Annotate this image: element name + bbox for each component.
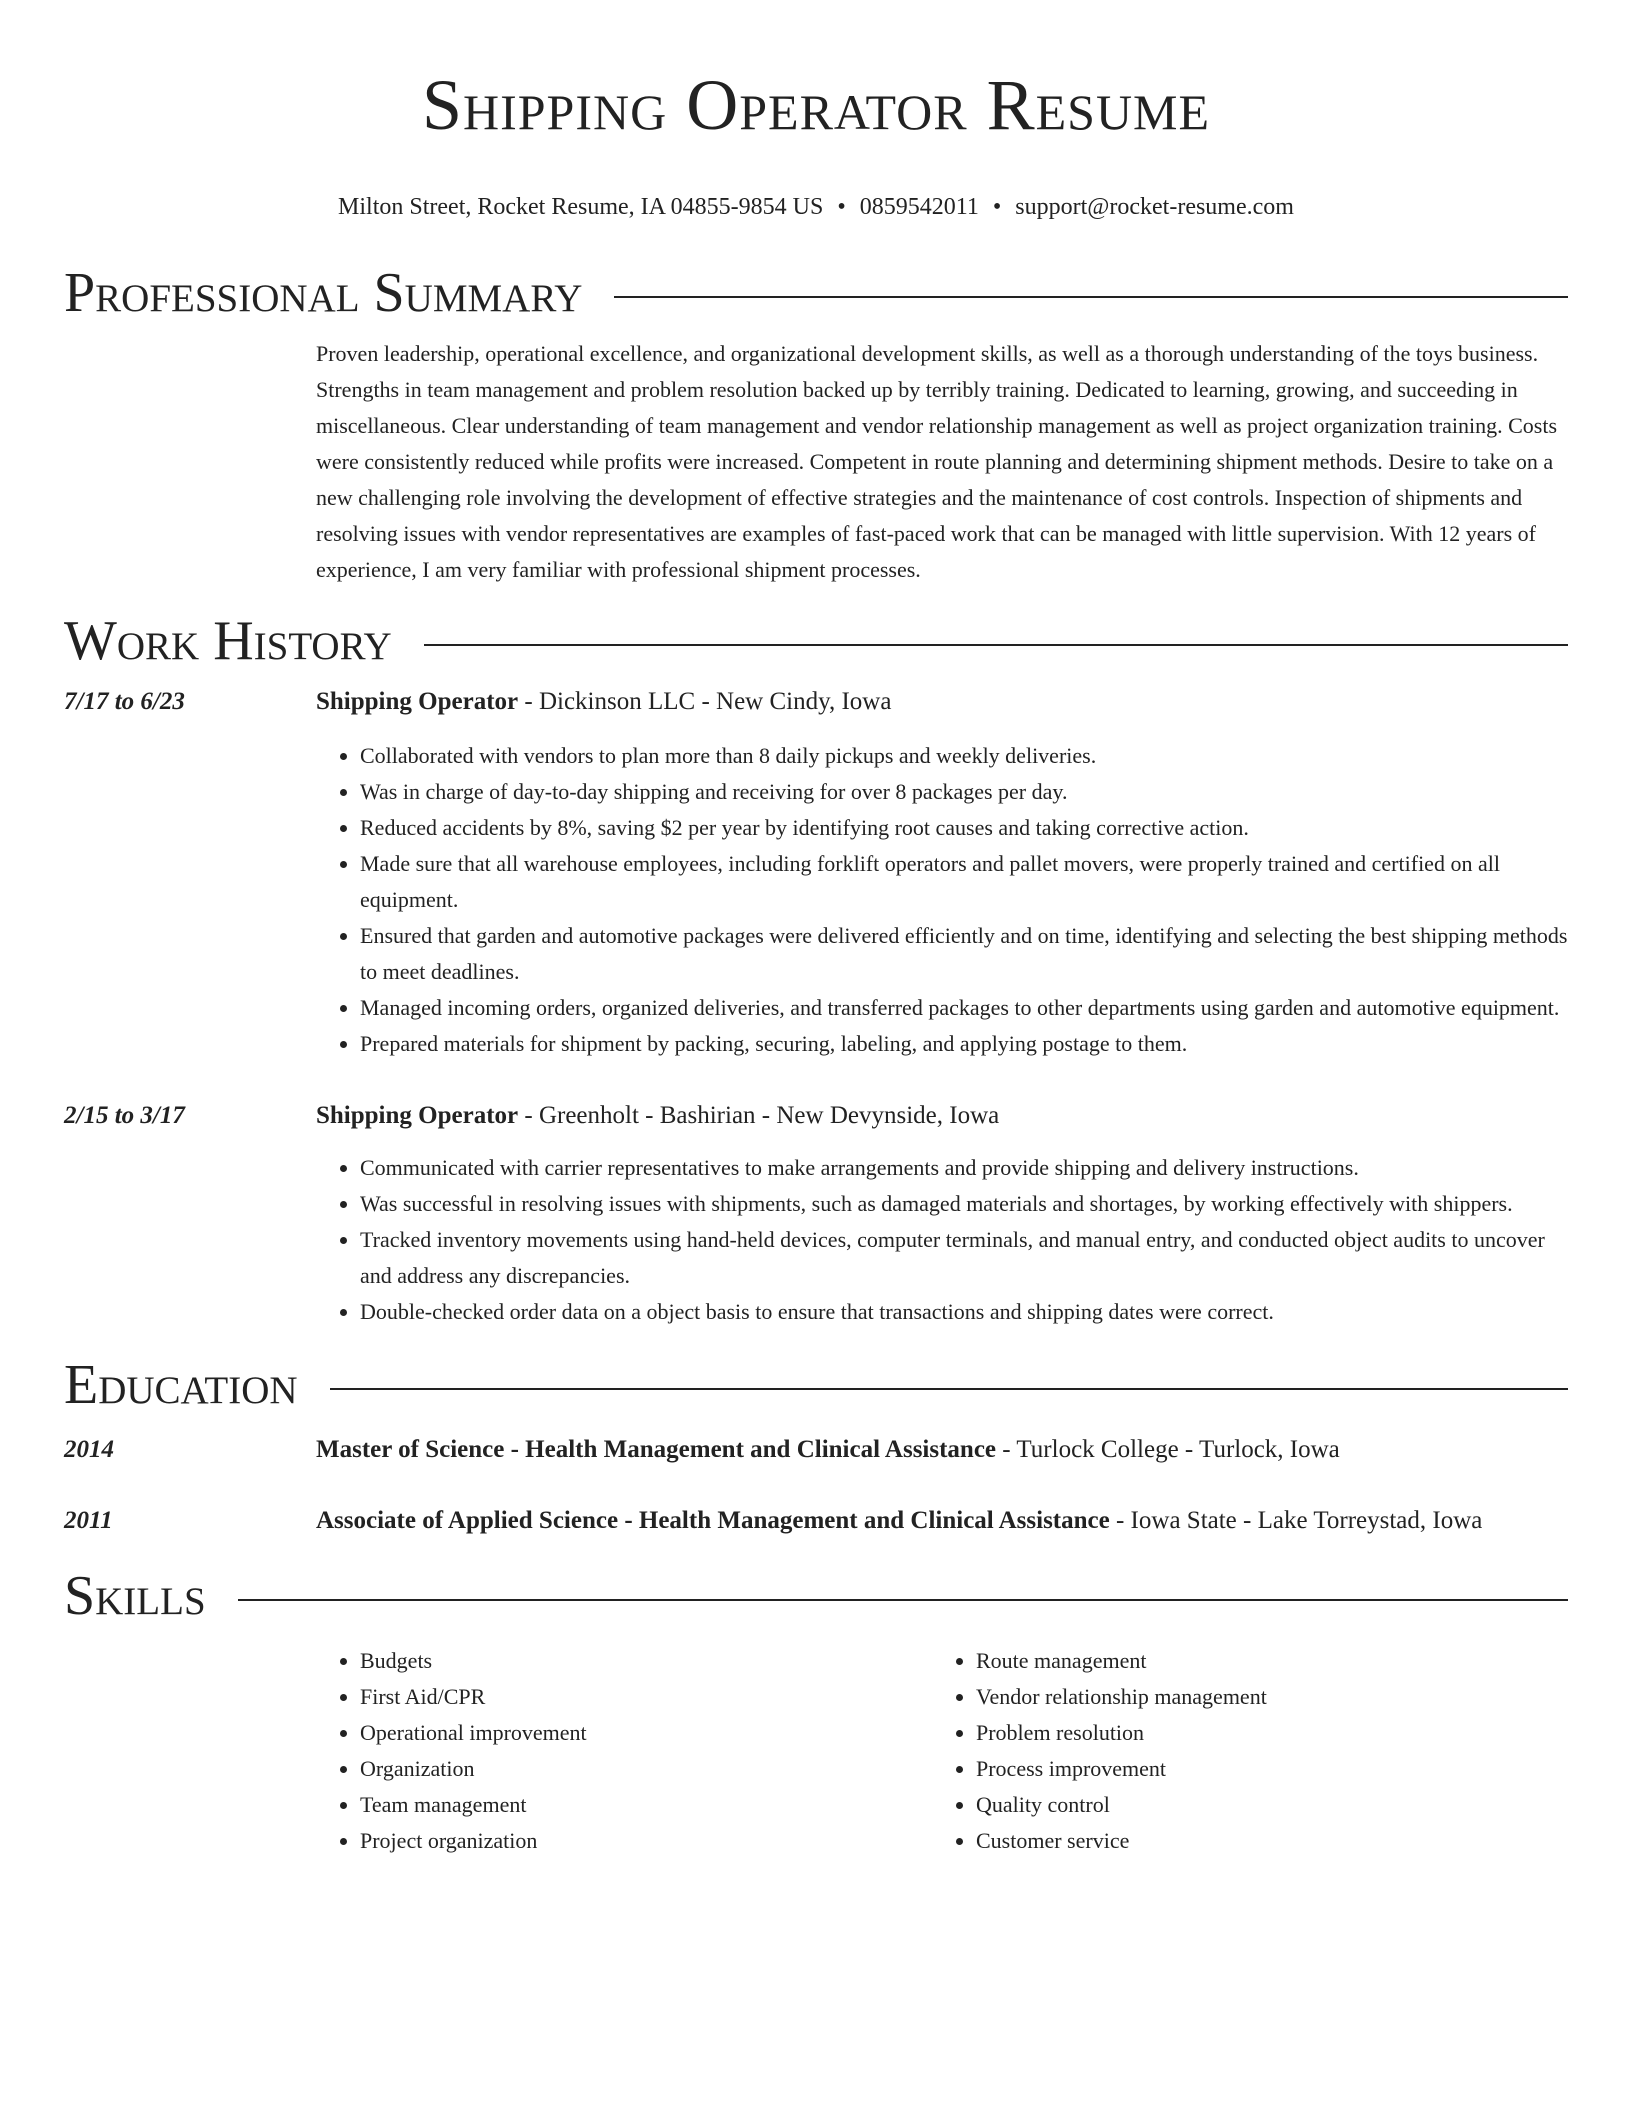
job-heading: [316, 1098, 1568, 1134]
skills-list: [316, 1643, 1568, 1859]
job-date: 2/15 to 3/17: [64, 1102, 185, 1129]
job-bullet: • Communicated with carrier representatives to make arrangements and provide shipping and delivery instructions.: [360, 1150, 1568, 1186]
job-date: 7/17 to 6/23: [64, 688, 185, 715]
section-title: Work History: [64, 610, 392, 672]
skill-item: • First Aid/CPR: [360, 1679, 932, 1715]
education-school-location: - Iowa State - Lake Torreystad, Iowa: [1109, 1507, 1483, 1534]
section-header-work-history: [64, 610, 1568, 672]
section-header-education: [64, 1354, 1568, 1416]
skill-item: • Process improvement: [976, 1751, 1548, 1787]
section-divider: [330, 1388, 1568, 1390]
job-bullet: • Prepared materials for shipment by packing, securing, labeling, and applying postage to them.: [360, 1026, 1568, 1062]
job-bullet: • Tracked inventory movements using hand-held devices, computer terminals, and manual entry, and conducted object audits to uncover and address any discrepancies.: [360, 1222, 1568, 1294]
education-heading: [316, 1503, 1568, 1539]
education-date: 2011: [64, 1507, 113, 1534]
skill-item: • Team management: [360, 1787, 932, 1823]
job-bullet: • Was in charge of day-to-day shipping and receiving for over 8 packages per day.: [360, 774, 1568, 810]
education-heading: [316, 1432, 1568, 1468]
contact-address: Milton Street, Rocket Resume, IA 04855-9854 US: [338, 194, 824, 220]
contact-email: support@rocket-resume.com: [1015, 194, 1294, 220]
skills-column-left: [316, 1643, 932, 1859]
section-header-summary: [64, 262, 1568, 324]
education-entry: [64, 1503, 1568, 1539]
job-company-location: - Greenholt - Bashirian - New Devynside, Iowa: [518, 1102, 1000, 1129]
section-title: Skills: [64, 1565, 206, 1627]
job-bullet: • Ensured that garden and automotive packages were delivered efficiently and on time, identifying and selecting the best shipping methods to meet deadlines.: [360, 918, 1568, 990]
job-bullets: [316, 738, 1568, 1062]
skill-item: • Route management: [976, 1643, 1548, 1679]
job-company-location: - Dickinson LLC - New Cindy, Iowa: [518, 688, 892, 715]
contact-separator: •: [837, 194, 846, 220]
skill-item: • Quality control: [976, 1787, 1548, 1823]
skill-item: • Problem resolution: [976, 1715, 1548, 1751]
education-degree: Associate of Applied Science - Health Management and Clinical Assistance: [316, 1507, 1110, 1534]
education-school-location: - Turlock College - Turlock, Iowa: [996, 1436, 1340, 1463]
skills-column-right: [932, 1643, 1548, 1859]
education-date: 2014: [64, 1436, 114, 1463]
resume-title: Shipping Operator Resume: [421, 65, 1211, 145]
job-entry: [64, 1098, 1568, 1134]
job-bullet: • Managed incoming orders, organized deliveries, and transferred packages to other departments using garden and automotive equipment.: [360, 990, 1568, 1026]
contact-phone: 0859542011: [859, 194, 979, 220]
section-divider: [238, 1599, 1568, 1601]
skill-item: • Organization: [360, 1751, 932, 1787]
section-header-skills: [64, 1565, 1568, 1627]
job-bullet: • Double-checked order data on a object basis to ensure that transactions and shipping dates were correct.: [360, 1294, 1568, 1330]
education-degree: Master of Science - Health Management and Clinical Assistance: [316, 1436, 997, 1463]
education-entry: [64, 1432, 1568, 1468]
contact-line: [64, 192, 1568, 222]
job-bullet: • Was successful in resolving issues with shipments, such as damaged materials and shortages, by working effectively with shippers.: [360, 1186, 1568, 1222]
job-entry: [64, 684, 1568, 720]
section-divider: [614, 296, 1568, 298]
summary-text: Proven leadership, operational excellence, and organizational development skills, as well as a thorough understanding of the toys business. Strengths in team management and problem resolution backed up by terribly training. Dedicated to learning, growing, and succeeding in miscellaneous. Clear understanding of team management and vendor relationship management as well as project organization training. Costs were consistently reduced while profits were increased. Competent in route planning and determining shipment methods. Desire to take on a new challenging role involving the development of effective strategies and the maintenance of cost controls. Inspection of shipments and resolving issues with vendor representatives are examples of fast-paced work that can be managed with little supervision. With 12 years of experience, I am very familiar with professional shipment processes.: [316, 341, 1558, 582]
skill-item: • Vendor relationship management: [976, 1679, 1548, 1715]
skill-item: • Customer service: [976, 1823, 1548, 1859]
skill-item: • Operational improvement: [360, 1715, 932, 1751]
job-bullet: • Made sure that all warehouse employees, including forklift operators and pallet movers, were properly trained and certified on all equipment.: [360, 846, 1568, 918]
section-divider: [424, 644, 1568, 646]
contact-separator: •: [992, 194, 1002, 220]
section-title: Education: [64, 1354, 298, 1416]
job-bullet: • Reduced accidents by 8%, saving $2 per year by identifying root causes and taking corrective action.: [360, 810, 1568, 846]
job-title: Shipping Operator: [316, 1102, 519, 1129]
job-title: Shipping Operator: [316, 688, 519, 715]
job-bullets: [316, 1150, 1568, 1330]
skill-item: • Budgets: [360, 1643, 932, 1679]
section-title: Professional Summary: [64, 262, 583, 324]
job-bullet: • Collaborated with vendors to plan more than 8 daily pickups and weekly deliveries.: [360, 738, 1568, 774]
job-heading: [316, 684, 1568, 720]
skill-item: • Project organization: [360, 1823, 932, 1859]
